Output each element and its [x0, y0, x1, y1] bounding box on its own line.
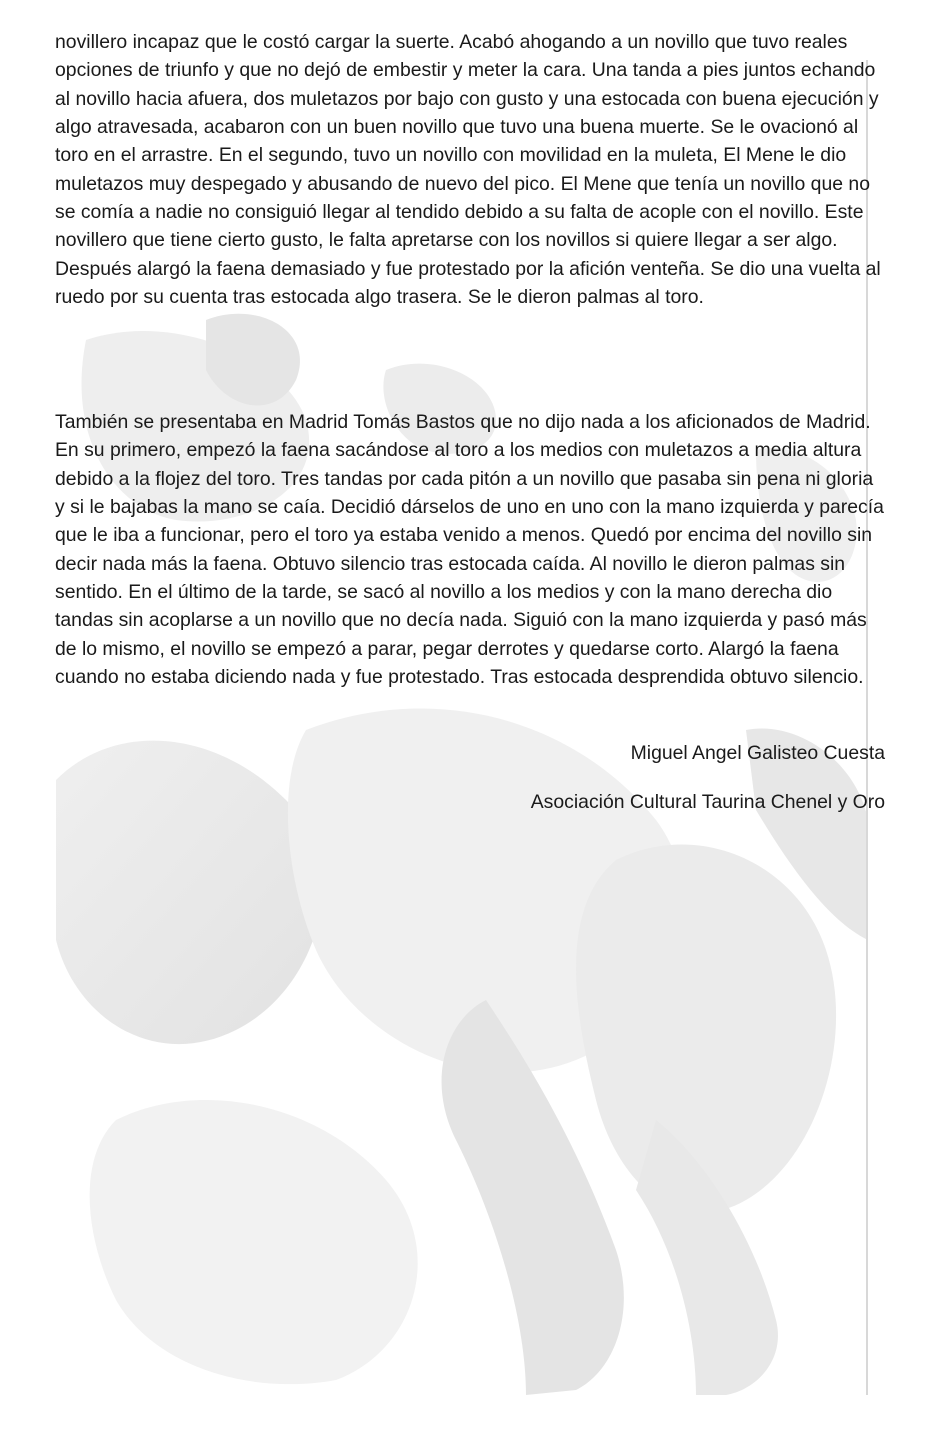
author-signature: Miguel Angel Galisteo Cuesta [630, 742, 885, 764]
organization-signature: Asociación Cultural Taurina Chenel y Oro [530, 791, 885, 813]
article-paragraph-2: También se presentaba en Madrid Tomás Bastos que no dijo nada a los aficionados de Madrid. En su primero, empezó la faena sacándose al toro a los medios con muletazos a media altura debido a la flojez del toro. Tres tandas por cada pitón a un novillo que pasaba sin pena ni gloria y si le bajabas la mano se caía. Decidió dárselos de uno en uno con la mano izquierda y parecía que le iba a funcionar, pero el toro ya estaba venido a menos. Quedó por encima del novillo sin decir nada más la faena. Obtuvo silencio tras estocada caída. Al novillo le dieron palmas sin sentido. En el último de la tarde, se sacó al novillo a los medios y con la mano derecha dio tandas sin acoplarse a un novillo que no decía nada. Siguió con la mano izquierda y pasó más de lo mismo, el novillo se empezó a parar, pegar derrotes y quedarse corto. Alargó la faena cuando no estaba diciendo nada y fue protestado. Tras estocada desprendida obtuvo silencio. [55, 411, 884, 689]
article-paragraph-1: novillero incapaz que le costó cargar la suerte. Acabó ahogando a un novillo que tuvo reales opciones de triunfo y que no dejó de embestir y meter la cara. Una tanda a pies juntos echando al novillo hacia afuera, dos muletazos por bajo con gusto y una estocada con buena ejecución y algo atravesada, acabaron con un buen novillo que tuvo una buena muerte. Se le ovacionó al toro en el arrastre. En el segundo, tuvo un novillo con movilidad en la muleta, El Mene le dio muletazos muy despegado y abusando de nuevo del pico. El Mene que tenía un novillo que no se comía a nadie no consiguió llegar al tendido debido a su falta de acople con el novillo. Este novillero que tiene cierto gusto, le falta apretarse con los novillos si quiere llegar a ser algo. Después alargó la faena demasiado y fue protestado por la afición venteña. Se dio una vuelta al ruedo por su cuenta tras estocada algo trasera. Se le dieron palmas al toro. [55, 31, 881, 309]
